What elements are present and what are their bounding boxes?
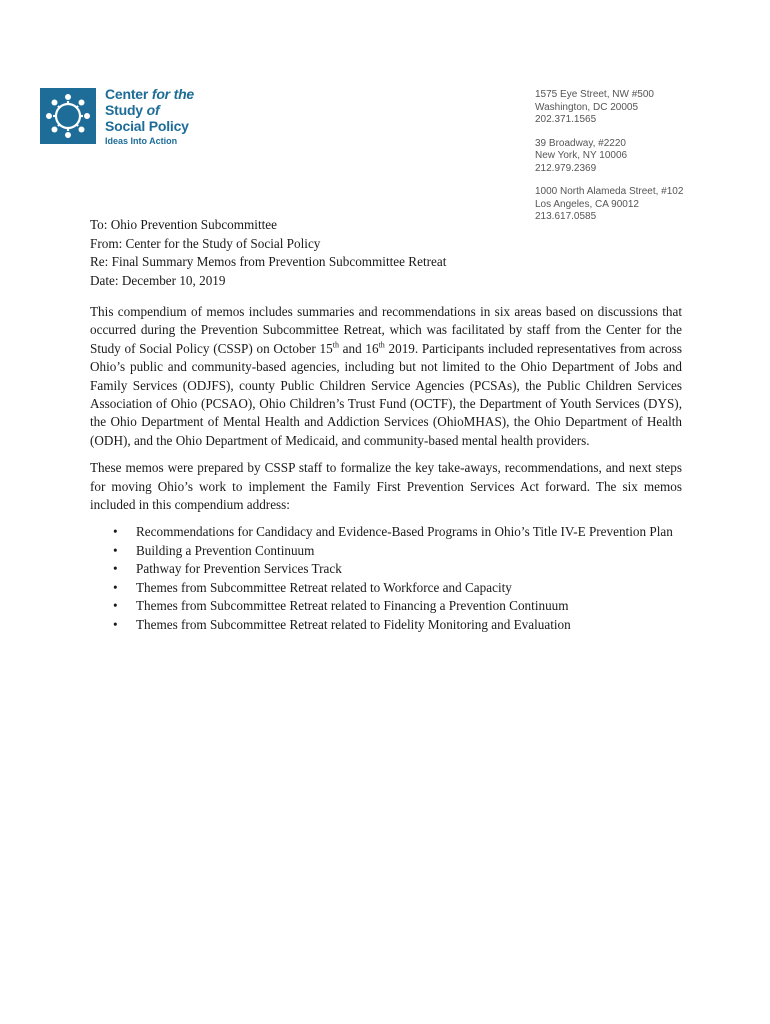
- address-los-angeles: 1000 North Alameda Street, #102 Los Angeles, CA 90012 213.617.0585: [535, 186, 684, 222]
- people-circle-logo-icon: [40, 88, 96, 144]
- bullet-icon: •: [113, 616, 118, 632]
- memo-list: [90, 523, 682, 633]
- memo-header: [90, 216, 446, 290]
- address-new-york: 39 Broadway, #2220 New York, NY 10006 212.979.2369: [535, 137, 628, 174]
- list-item: • Themes from Subcommittee Retreat related to Workforce and Capacity: [90, 579, 682, 597]
- memo-to: To: Ohio Prevention Subcommittee: [90, 217, 277, 232]
- address-washington: 1575 Eye Street, NW #500 Washington, DC 20005 202.371.1565: [535, 89, 654, 125]
- list-item: • Building a Prevention Continuum: [90, 542, 682, 560]
- office-addresses: [535, 89, 683, 235]
- list-item: • Recommendations for Candidacy and Evidence-Based Programs in Ohio’s Title IV-E Prevention Plan: [90, 523, 682, 541]
- bullet-icon: •: [113, 561, 118, 577]
- bullet-icon: •: [113, 598, 118, 614]
- memo-from: From: Center for the Study of Social Policy: [90, 235, 321, 251]
- memo-body: [90, 303, 682, 634]
- bullet-icon: •: [113, 542, 118, 558]
- purpose-paragraph: These memos were prepared by CSSP staff to formalize the key take-aways, recommendations, and next steps for moving Ohio’s work to implement the Family First Prevention Services Act forward. The six memos included in this compendium address:: [90, 460, 682, 513]
- list-item: • Themes from Subcommittee Retreat related to Financing a Prevention Continuum: [90, 597, 682, 615]
- list-item: • Pathway for Prevention Services Track: [90, 560, 682, 578]
- logo-tagline: Ideas Into Action: [105, 136, 178, 146]
- bullet-icon: •: [113, 579, 118, 595]
- list-item: • Themes from Subcommittee Retreat related to Fidelity Monitoring and Evaluation: [90, 616, 682, 634]
- logo-wordmark: Center for the Study of Social Policy Ideas Into Action: [105, 86, 195, 146]
- cssp-logo: [40, 88, 194, 146]
- bullet-icon: •: [113, 524, 118, 540]
- memo-re: Re: Final Summary Memos from Prevention Subcommittee Retreat: [90, 254, 447, 269]
- memo-date: Date: December 10, 2019: [90, 272, 226, 288]
- intro-paragraph: This compendium of memos includes summaries and recommendations in six areas based on discussions that occurred during the Prevention Subcommittee Retreat, which was facilitated by staff from the Center for the Study of Social Policy (CSSP) on October 15th and 16th 2019. Participants included representatives from across Ohio’s public and community-based agencies, including but not limited to the Ohio Department of Jobs and Family Services (ODJFS), county Public Children Service Agencies (PCSAs), the Public Children Services Association of Ohio (PCSAO), Ohio Children’s Trust Fund (OCTF), the Department of Youth Services (DYS), the Ohio Department of Mental Health and Addiction Services (OhioMHAS), the Ohio Department of Health (ODH), and the Ohio Department of Medicaid, and community-based mental health providers.: [90, 304, 682, 448]
